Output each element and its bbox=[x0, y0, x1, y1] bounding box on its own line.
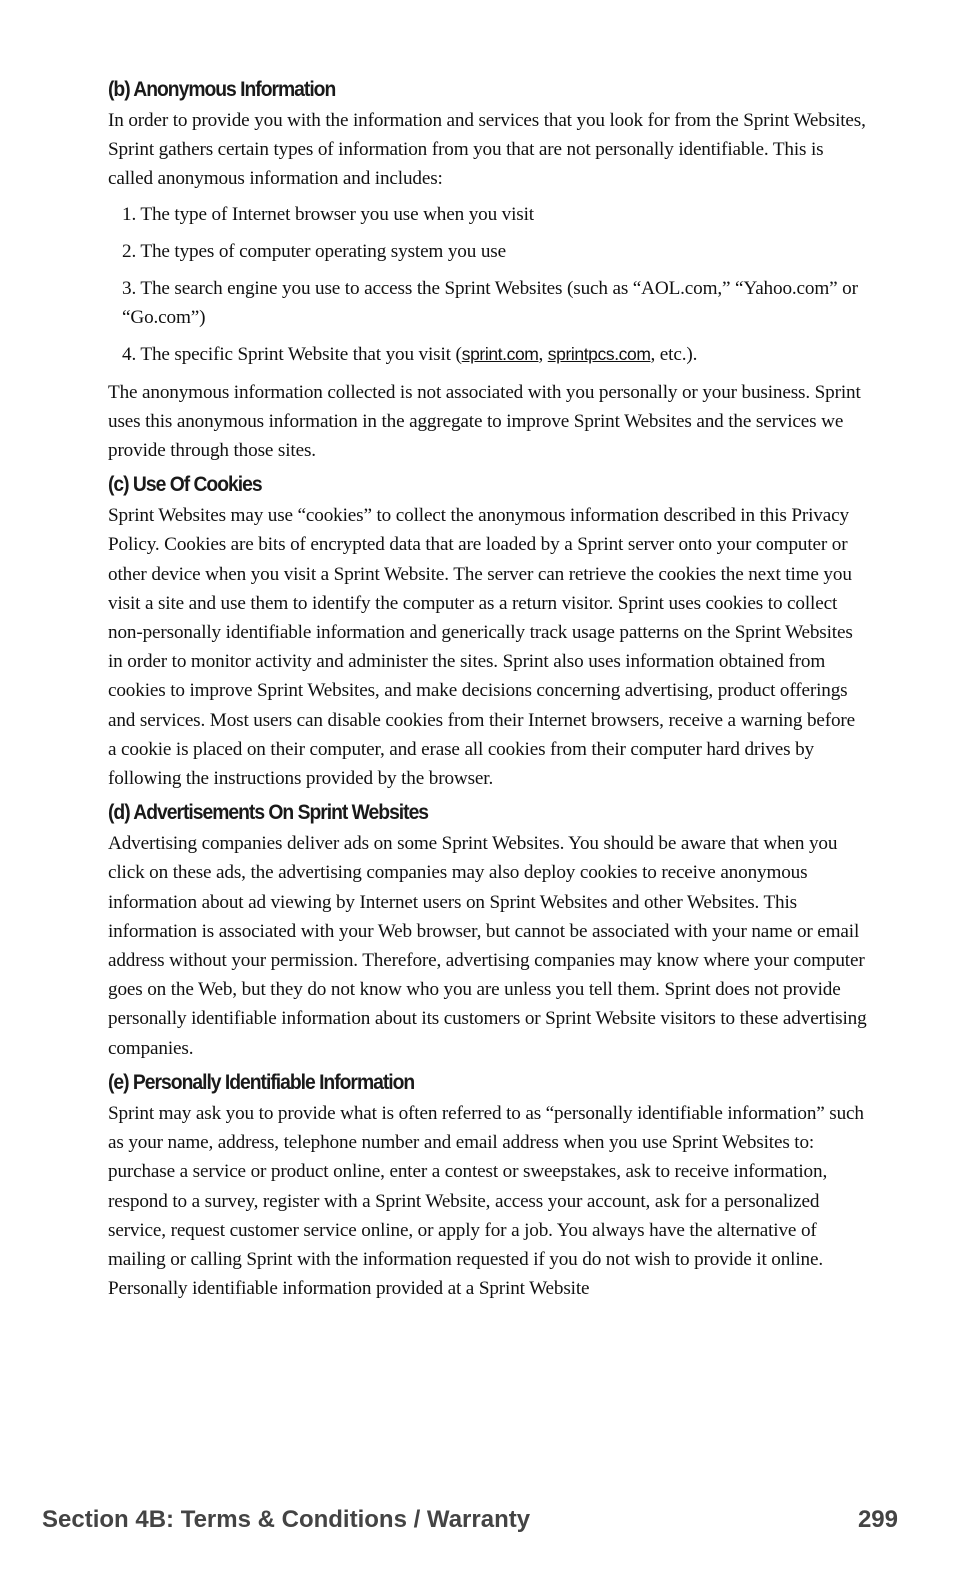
list-item-separator: , bbox=[538, 344, 548, 366]
list-item: 1. The type of Internet browser you use when you visit bbox=[122, 203, 534, 225]
list-item: 2. The types of computer operating system you use bbox=[122, 240, 506, 262]
section-heading-anonymous-information: (b) Anonymous Information bbox=[108, 78, 336, 101]
list-item-text: 4. The specific Sprint Website that you visit ( bbox=[122, 344, 462, 366]
section-heading-advertisements: (d) Advertisements On Sprint Websites bbox=[108, 801, 429, 825]
list-item bbox=[108, 340, 868, 369]
anonymous-info-outro: The anonymous information collected is not associated with you personally or your business. Sprint uses this anonymous information in the aggregate to improve Sprint Websites and the services we provide through those sites. bbox=[108, 381, 861, 462]
section-heading-personally-identifiable-information: (e) Personally Identifiable Information bbox=[108, 1070, 415, 1094]
page-footer bbox=[42, 1500, 898, 1540]
advertisements-paragraph: Advertising companies deliver ads on some Sprint Websites. You should be aware that when you click on these ads, the advertising companies may also deploy cookies to receive anonymous information about ad viewing by Internet users on Sprint Websites and other Websites. This information is associated with your Web browser, but cannot be associated with your name or email address without your permission. Therefore, advertising companies may know where your computer goes on the Web, but they do not know who you are unless you tell them. Sprint does not provide personally identifiable information about its customers or Sprint Website visitors to these advertising companies. bbox=[108, 833, 867, 1059]
page-number: 299 bbox=[857, 1506, 898, 1533]
personal-info-paragraph: Sprint may ask you to provide what is often referred to as “personally identifiable information” such as your name, address, telephone number and email address when you use Sprint Websites to: purchase a service or product online, enter a contest or sweepstakes, ask to receive information, respond to a survey, register with a Sprint Website, access your account, ask for a personalized service, request customer service online, or apply for a job. You always have the alternative of mailing or calling Sprint with the information requested if you do not wish to provide it online. Personally identifiable information provided at a Sprint Website bbox=[108, 1102, 864, 1300]
sprint-com-link[interactable]: sprint.com bbox=[461, 344, 539, 365]
footer-section-title: Section 4B: Terms & Conditions / Warranty bbox=[42, 1506, 531, 1533]
sprintpcs-com-link[interactable]: sprintpcs.com bbox=[547, 344, 651, 365]
anonymous-info-intro: In order to provide you with the information and services that you look for from the Sprint Websites, Sprint gathers certain types of information from you that are not personally identifiable. This is called anonymous information and includes: bbox=[108, 110, 866, 190]
list-item-text: , etc.). bbox=[650, 344, 698, 366]
cookies-paragraph: Sprint Websites may use “cookies” to collect the anonymous information described in this Privacy Policy. Cookies are bits of encrypted data that are loaded by a Sprint server onto your computer or other device when you visit a Sprint Website. The server can retrieve the cookies the next time you visit a site and use them to identify the computer as a return visitor. Sprint uses cookies to collect non-personally identifiable information and generically track usage patterns on the Sprint Websites in order to monitor activity and administer the sites. Sprint also uses information obtained from cookies to improve Sprint Websites, and make decisions concerning advertising, product offerings and services. Most users can disable cookies from their Internet browsers, receive a warning before a cookie is placed on their computer, and erase all cookies from their computer hard drives by following the instructions provided by the browser. bbox=[108, 505, 856, 790]
section-heading-use-of-cookies: (c) Use Of Cookies bbox=[108, 473, 262, 497]
document-body bbox=[108, 74, 868, 1303]
anonymous-info-list bbox=[108, 200, 868, 370]
list-item: 3. The search engine you use to access the Sprint Websites (such as “AOL.com,” “Yahoo.com” or “Go.com”) bbox=[122, 278, 858, 329]
